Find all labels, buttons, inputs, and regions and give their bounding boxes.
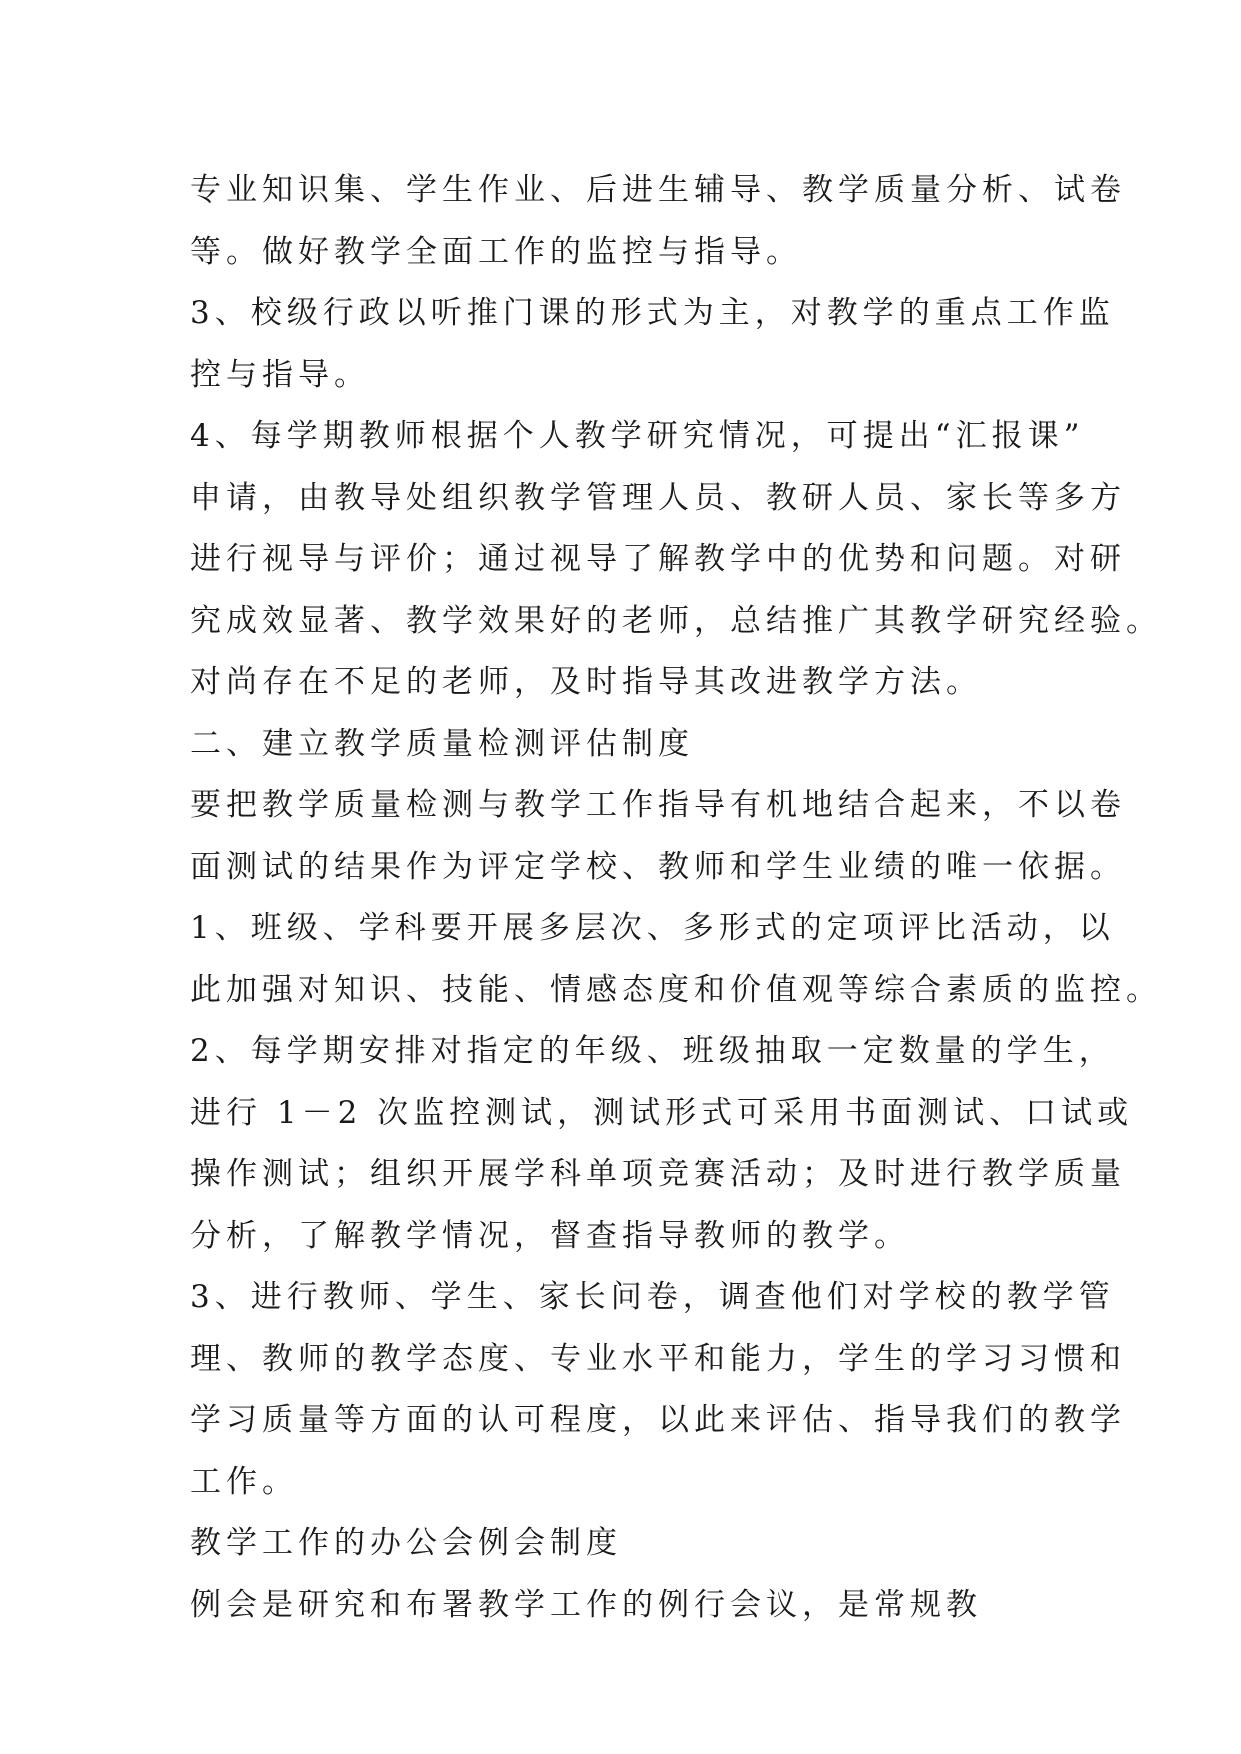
text-line: 学习质量等方面的认可程度，以此来评估、指导我们的教学	[190, 1402, 1126, 1438]
text-line: 1、班级、学科要开展多层次、多形式的定项评比活动，以	[190, 910, 1115, 946]
text-line: 3、校级行政以听推门课的形式为主，对教学的重点工作监	[190, 295, 1115, 331]
text-line: 申请，由教导处组织教学管理人员、教研人员、家长等多方	[190, 479, 1126, 516]
section-heading: 教学工作的办公会例会制度	[190, 1525, 622, 1561]
text-line: 操作测试；组织开展学科单项竞赛活动；及时进行教学质量	[190, 1156, 1126, 1192]
text-line: 2、每学期安排对指定的年级、班级抽取一定数量的学生，	[190, 1033, 1115, 1069]
text-line: 要把教学质量检测与教学工作指导有机地结合起来，不以卷	[190, 787, 1126, 823]
text-line: 等。做好教学全面工作的监控与指导。	[190, 233, 802, 270]
text-line: 对尚存在不足的老师，及时指导其改进教学方法。	[190, 664, 982, 700]
text-line: 工作。	[190, 1463, 298, 1500]
text-line: 理、教师的教学态度、专业水平和能力，学生的学习习惯和	[190, 1340, 1126, 1377]
text-line: 进行 1－2 次监控测试，测试形式可采用书面测试、口试或	[190, 1094, 1134, 1131]
text-line: 此加强对知识、技能、情感态度和价值观等综合素质的监控。	[190, 971, 1162, 1008]
text-line: 面测试的结果作为评定学校、教师和学生业绩的唯一依据。	[190, 848, 1126, 885]
text-line: 例会是研究和布署教学工作的例行会议，是常规教	[190, 1586, 982, 1623]
section-heading: 二、建立教学质量检测评估制度	[190, 725, 694, 762]
text-line: 控与指导。	[190, 356, 370, 393]
text-line: 分析，了解教学情况，督查指导教师的教学。	[190, 1217, 910, 1254]
text-line: 究成效显著、教学效果好的老师，总结推广其教学研究经验。	[190, 602, 1162, 639]
document-body	[190, 160, 1162, 1636]
text-line: 3、进行教师、学生、家长问卷，调查他们对学校的教学管	[190, 1279, 1115, 1315]
text-line: 专业知识集、学生作业、后进生辅导、教学质量分析、试卷	[190, 172, 1126, 208]
text-line: 4、每学期教师根据个人教学研究情况，可提出“汇报课”	[190, 418, 1085, 454]
text-line: 进行视导与评价；通过视导了解教学中的优势和问题。对研	[190, 541, 1126, 577]
